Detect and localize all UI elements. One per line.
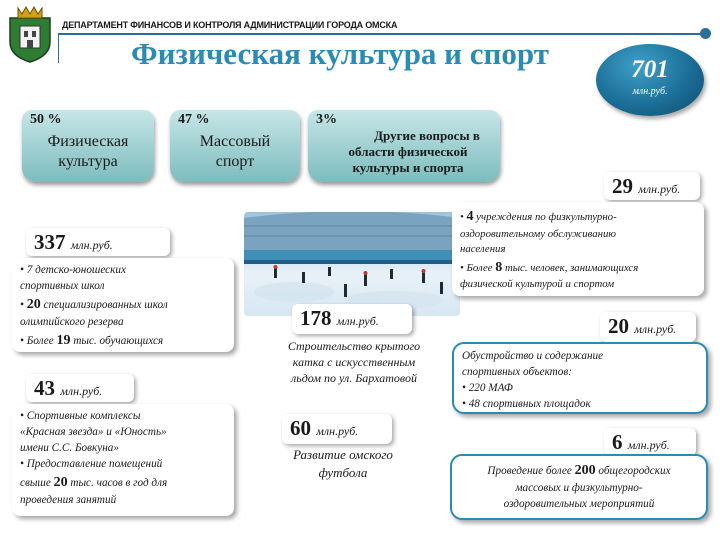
page-title: Физическая культура и спорт [131, 36, 549, 71]
department-name: ДЕПАРТАМЕНТ ФИНАНСОВ И КОНТРОЛЯ АДМИНИСТРАЦИИ ГОРОДА ОМСКА [62, 20, 398, 30]
detail-line: • 220 МАФ [462, 381, 513, 394]
rink-construction-text [256, 338, 452, 387]
sport-complexes-details [12, 404, 234, 516]
amount-60-tab [282, 414, 392, 444]
detail-number: 8 [495, 259, 503, 275]
physical-culture-details [12, 258, 234, 352]
detail-text: • Более [20, 334, 57, 347]
amount-29-tab [604, 172, 700, 200]
category-label: Физическая [47, 133, 129, 150]
detail-text: тыс. часов в год для [67, 476, 168, 489]
amount-value: 178 [300, 306, 332, 330]
amount-value: 20 [608, 314, 629, 338]
amount-value: 337 [34, 230, 66, 254]
category-physical-culture [22, 110, 154, 182]
detail-line: • Предоставление помещений [20, 457, 163, 470]
amount-unit: млн.руб. [627, 438, 670, 452]
ice-rink-image [244, 212, 460, 316]
detail-text: свыше [20, 476, 54, 489]
amount-value: 60 [290, 416, 311, 440]
amount-value: 43 [34, 376, 55, 400]
amount-20-tab [600, 312, 696, 342]
total-budget-circle [596, 44, 704, 116]
category-label: Массовый [199, 133, 271, 150]
rink-text-line: катка с искусственным [292, 355, 416, 370]
detail-number: 19 [56, 332, 71, 348]
header-divider [58, 33, 706, 35]
football-text [264, 446, 422, 481]
category-label: культуры и спорта [352, 160, 464, 175]
category-percent: 47 % [178, 112, 210, 127]
mass-events-details [450, 454, 708, 520]
detail-text: специализированных школ [40, 298, 168, 311]
rink-text-line: Строительство крытого [287, 339, 421, 353]
category-mass-sport [170, 110, 300, 182]
detail-text: • Более [460, 261, 496, 274]
detail-number: 20 [26, 296, 41, 312]
detail-text: • [460, 211, 467, 223]
detail-line: спортивных объектов: [462, 365, 572, 378]
category-label: области физической [348, 144, 468, 159]
amount-value: 6 [612, 430, 623, 454]
category-percent: 3% [316, 112, 337, 127]
detail-line: «Красная звезда» и «Юность» [20, 425, 167, 438]
amount-6-tab [604, 428, 696, 456]
detail-text: учреждения по физкультурно- [473, 211, 617, 223]
detail-line: • Спортивные комплексы [20, 410, 141, 422]
category-other [308, 110, 500, 182]
detail-text: Проведение более [487, 465, 575, 477]
amount-unit: млн.руб. [336, 314, 379, 328]
football-text-line: Развитие омского [293, 447, 393, 462]
detail-line: • 7 детско-юношеских [20, 264, 126, 276]
category-label: Другие вопросы в [374, 128, 480, 143]
mass-sport-details [452, 202, 704, 296]
detail-text: тыс. обучающихся [70, 334, 164, 347]
amount-178-tab [292, 304, 412, 334]
detail-line: оздоровительных мероприятий [503, 497, 655, 510]
header-divider-dot [700, 28, 711, 39]
detail-number: 20 [53, 474, 68, 490]
amount-unit: млн.руб. [634, 322, 677, 336]
detail-line: спортивных школ [20, 279, 105, 292]
detail-line: проведения занятий [20, 493, 117, 506]
total-unit: млн.руб. [632, 86, 668, 97]
ice-rink-illustration [244, 212, 460, 316]
detail-line: • 48 спортивных площадок [462, 397, 591, 410]
detail-number: 4 [466, 209, 474, 224]
detail-line: оздоровительному обслуживанию [460, 227, 616, 240]
header-vertical-line [58, 35, 59, 63]
detail-line: физической культурой и спортом [460, 278, 615, 291]
detail-text: общегородских [595, 465, 671, 477]
amount-unit: млн.руб. [316, 424, 359, 438]
category-percent: 50 % [30, 112, 62, 127]
sport-facilities-details [452, 342, 708, 414]
amount-337-tab [26, 228, 170, 256]
total-value: 701 [631, 56, 669, 83]
category-label: культура [58, 153, 118, 170]
detail-line: населения [460, 243, 506, 256]
amount-unit: млн.руб. [70, 238, 113, 252]
detail-line: имени С.С. Бовкуна» [20, 441, 119, 454]
coat-of-arms-icon [6, 4, 54, 64]
amount-unit: млн.руб. [638, 182, 681, 196]
amount-value: 29 [612, 174, 633, 198]
detail-number: 200 [574, 463, 596, 478]
detail-line: массовых и физкультурно- [515, 481, 643, 494]
detail-text: • [20, 298, 27, 311]
detail-line: Обустройство и содержание [462, 350, 604, 362]
detail-line: олимпийского резерва [20, 315, 124, 328]
amount-unit: млн.руб. [60, 384, 103, 398]
football-text-line: футбола [318, 464, 368, 480]
amount-43-tab [26, 374, 134, 402]
category-label: спорт [215, 153, 255, 170]
rink-text-line: льдом по ул. Бархатовой [291, 371, 417, 386]
detail-text: тыс. человек, занимающихся [502, 261, 639, 274]
